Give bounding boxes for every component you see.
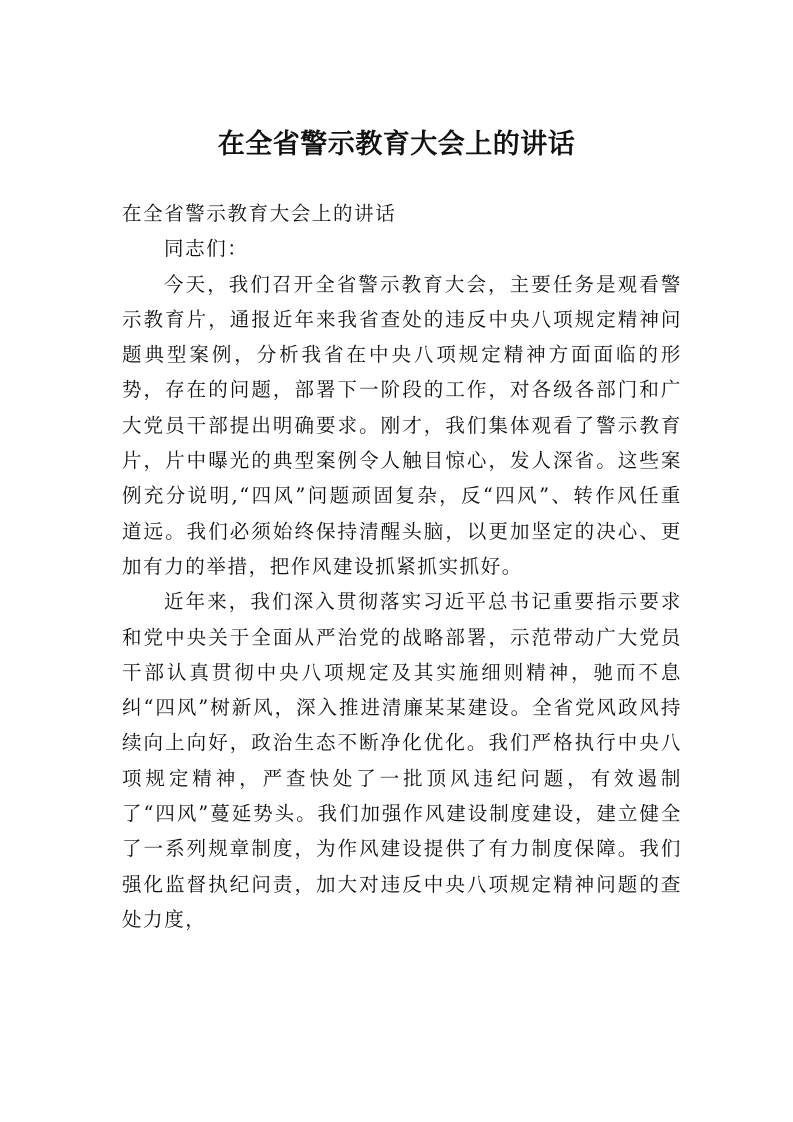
- document-subtitle: 在全省警示教育大会上的讲话: [122, 202, 397, 225]
- salutation: 同志们：: [164, 237, 249, 261]
- paragraph-1: 今天，我们召开全省警示教育大会，主要任务是观看警示教育片，通报近年来我省查处的违反中央八项规定精神问题典型案例，分析我省在中央八项规定精神方面面临的形势，存在的问题，部署下一阶段的工作，对各级各部门和广大党员干部提出明确要求。刚才，我们集体观看了警示教育片，片中曝光的典型案例令人触目惊心，发人深省。这些案例充分说明,“四风”问题顽固复杂，反“四风”、转作风任重道远。我们必须始终保持清醒头脑，以更加坚定的决心、更加有力的举措，把作风建设抓紧抓实抓好。: [122, 272, 682, 578]
- document-body: [122, 196, 682, 937]
- paragraph-2: 近年来，我们深入贯彻落实习近平总书记重要指示要求和党中央关于全面从严治党的战略部署，示范带动广大党员干部认真贯彻中央八项规定及其实施细则精神，驰而不息纠“四风”树新风，深入推进清廉某某建设。全省党风政风持续向上向好，政治生态不断净化优化。我们严格执行中央八项规定精神，严查快处了一批顶风违纪问题，有效遏制了“四风”蔓延势头。我们加强作风建设制度建设，建立健全了一系列规章制度，为作风建设提供了有力制度保障。我们强化监督执纪问责，加大对违反中央八项规定精神问题的查处力度，: [122, 590, 682, 931]
- document-title: 在全省警示教育大会上的讲话: [217, 129, 576, 160]
